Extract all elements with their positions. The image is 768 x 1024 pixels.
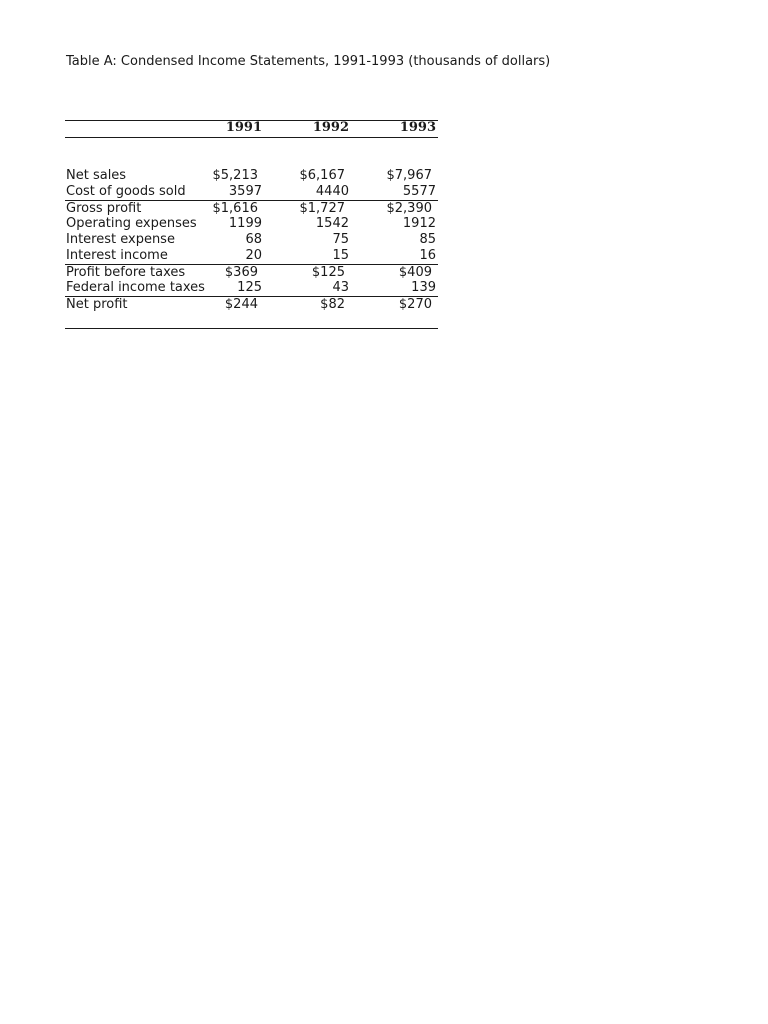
row-label: Gross profit (66, 201, 142, 216)
cell-value: $7,967 (386, 168, 432, 183)
cell-value: 15 (332, 248, 349, 263)
cell-value: 1912 (402, 216, 436, 231)
row-label: Interest expense (66, 232, 175, 247)
table-row (65, 216, 438, 232)
cell-value: 4440 (315, 184, 349, 199)
cell-value: 1199 (228, 216, 262, 231)
cell-value: 3597 (228, 184, 262, 199)
row-label: Net sales (66, 168, 127, 183)
row-label: Operating expenses (66, 216, 197, 231)
page-title: Table A: Condensed Income Statements, 1991-1993 (thousands of dollars) (66, 54, 551, 69)
cell-value: $409 (398, 265, 432, 280)
table-bottom-rule (65, 328, 438, 329)
cell-value: 85 (419, 232, 436, 247)
row-label: Cost of goods sold (66, 184, 186, 199)
cell-value: $125 (311, 265, 345, 280)
table-row (65, 280, 438, 296)
table-row (65, 168, 438, 184)
row-label: Interest income (66, 248, 168, 263)
cell-value: $244 (224, 297, 258, 312)
table-row (65, 296, 438, 312)
cell-value: 139 (411, 280, 436, 295)
cell-value: $5,213 (212, 168, 258, 183)
cell-value: $369 (224, 265, 258, 280)
cell-value: 20 (245, 248, 262, 263)
income-statement-table (65, 120, 438, 329)
cell-value: 43 (332, 280, 349, 295)
cell-value: 5577 (402, 184, 436, 199)
cell-value: 75 (332, 232, 349, 247)
row-label: Federal income taxes (66, 280, 205, 295)
cell-value: $1,727 (299, 201, 345, 216)
cell-value: $2,390 (386, 201, 432, 216)
column-header-1992: 1992 (312, 120, 349, 135)
cell-value: 125 (237, 280, 262, 295)
table-row (65, 248, 438, 264)
cell-value: $1,616 (212, 201, 258, 216)
cell-value: 16 (419, 248, 436, 263)
row-label: Profit before taxes (66, 265, 186, 280)
table-row (65, 184, 438, 200)
row-label: Net profit (66, 297, 128, 312)
table-header-row (65, 121, 438, 137)
column-header-1991: 1991 (225, 120, 262, 135)
cell-value: $82 (320, 297, 345, 312)
table-row (65, 232, 438, 248)
cell-value: 68 (245, 232, 262, 247)
column-header-1993: 1993 (399, 120, 436, 135)
cell-value: $270 (398, 297, 432, 312)
table-row (65, 264, 438, 280)
cell-value: $6,167 (299, 168, 345, 183)
table-row (65, 200, 438, 216)
cell-value: 1542 (315, 216, 349, 231)
